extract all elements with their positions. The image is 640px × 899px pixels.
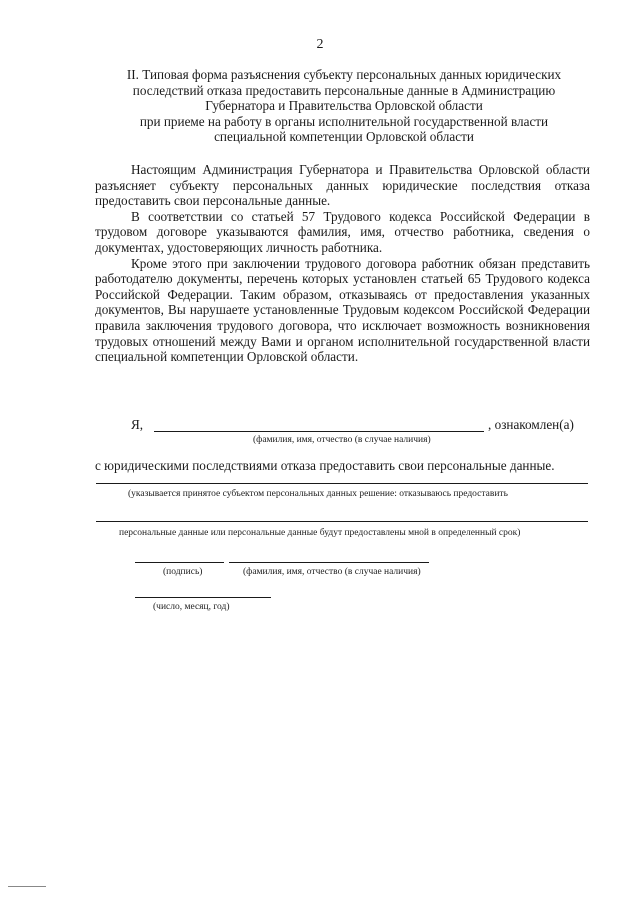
- acknowledgement-prefix: Я,: [131, 417, 144, 432]
- decision-rule: [96, 483, 588, 484]
- date-caption: (число, месяц, год): [153, 602, 230, 612]
- document-title: [90, 67, 598, 145]
- title-line: специальной компетенции Орловской области: [214, 129, 474, 145]
- document-body: [95, 162, 590, 365]
- fullname-caption: (фамилия, имя, отчество (в случае наличия): [253, 435, 431, 445]
- decision-caption: (указывается принятое субъектом персональных данных решение: отказываюсь предоставить: [128, 489, 508, 499]
- fullname-blank: [154, 431, 484, 432]
- title-line: последствий отказа предоставить персональные данные в Администрацию: [132, 82, 556, 98]
- decision-caption-2: персональные данные или персональные данные будут предоставлены мной в определенный срок): [119, 528, 521, 538]
- body-paragraph: Настоящим Администрация Губернатора и Правительства Орловской области разъясняет субъекту персональных данных юридические последствия отказа предоставить свои персональные данные.: [95, 162, 590, 209]
- body-paragraph: Кроме этого при заключении трудового договора работник обязан представить работодателю документы, перечень которых установлен статьей 65 Трудового кодекса Российской Федерации. Таким образом, отказываясь от предоставления указанных документов, Вы нарушаете установленные Трудовым кодексом Российской Федерации правила заключения трудового договора, что исключает возможность возникновения трудовых отношений между Вами и органом исполнительной государственной власти специальной компетенции Орловской области.: [95, 255, 590, 365]
- signer-name-caption: (фамилия, имя, отчество (в случае наличия): [243, 567, 421, 577]
- page-number: 2: [316, 37, 324, 52]
- title-line: при приеме на работу в органы исполнительной государственной власти: [139, 113, 549, 129]
- title-line: Губернатора и Правительства Орловской области: [205, 98, 483, 114]
- signer-name-rule: [229, 562, 429, 563]
- acknowledgement-suffix: , ознакомлен(а): [488, 417, 574, 432]
- body-paragraph: В соответствии со статьей 57 Трудового кодекса Российской Федерации в трудовом договоре указываются фамилия, имя, отчество работника, сведения о документах, удостоверяющих личность работника.: [95, 208, 590, 255]
- date-rule: [135, 597, 271, 598]
- signature-caption: (подпись): [163, 567, 203, 577]
- scan-artifact-line: [8, 886, 46, 887]
- acknowledgement-line: [95, 417, 590, 435]
- signature-rule: [135, 562, 224, 563]
- decision-rule-2: [96, 521, 588, 522]
- consent-text: с юридическими последствиями отказа предоставить свои персональные данные.: [95, 458, 555, 473]
- title-line: II. Типовая форма разъяснения субъекту персональных данных юридических: [126, 67, 562, 82]
